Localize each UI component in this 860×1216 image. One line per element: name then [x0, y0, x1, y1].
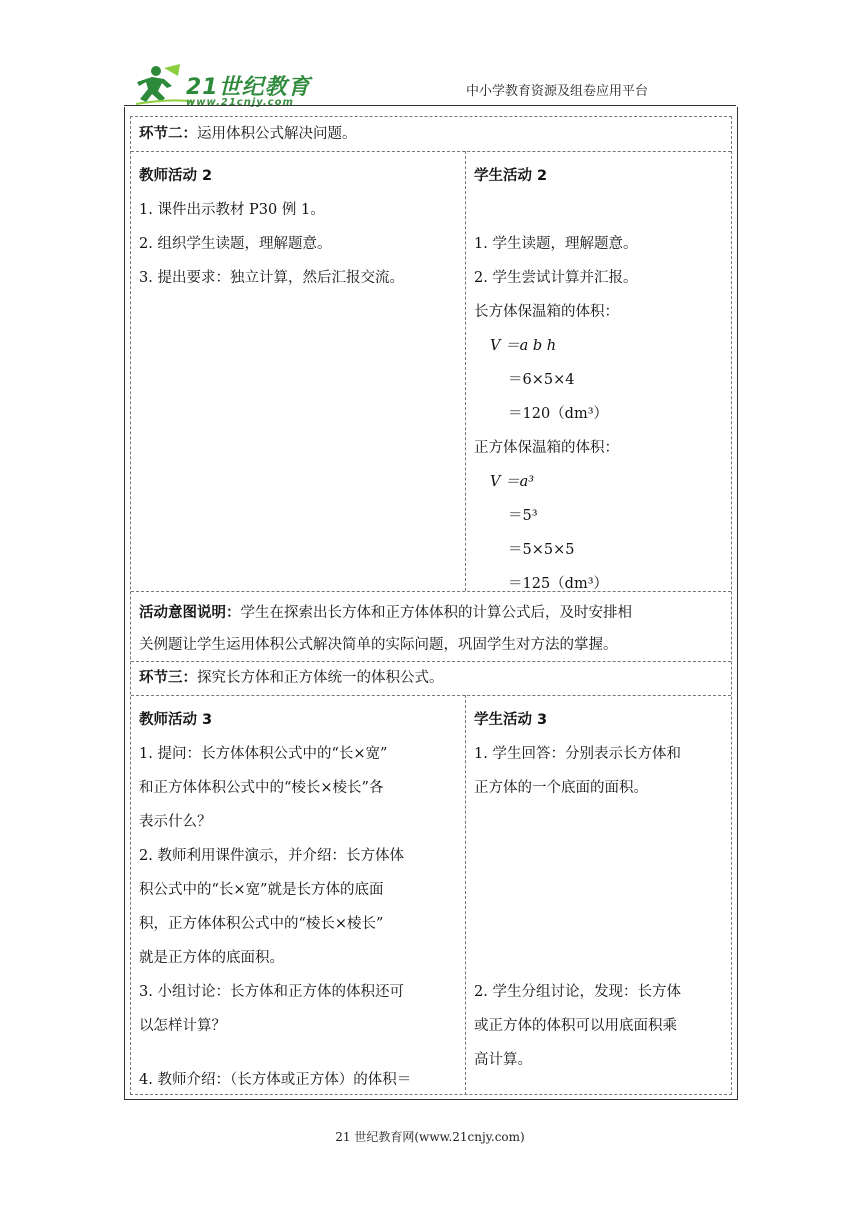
student-heading-2: 学生活动 2	[474, 168, 548, 184]
student-item: 正方体保温箱的体积：	[474, 440, 619, 456]
teacher-activity-2	[131, 151, 466, 591]
teacher-line: 1. 提问：长方体体积公式中的“长×宽”	[139, 746, 388, 762]
teacher-activity-3	[131, 695, 466, 1095]
student-item: 长方体保温箱的体积：	[474, 304, 619, 320]
student-item: 1. 学生读题，理解题意。	[474, 236, 638, 252]
section3-title-row	[131, 661, 731, 696]
lesson-table	[130, 116, 732, 1095]
teacher-item: 2. 组织学生读题，理解题意。	[139, 236, 332, 252]
student-line: 或正方体的体积可以用底面积乘	[474, 1018, 677, 1034]
student-activity-2	[466, 151, 731, 591]
teacher-line: 以怎样计算？	[139, 1018, 226, 1034]
teacher-line: 2. 教师利用课件演示，并介绍：长方体体	[139, 848, 404, 864]
teacher-line: 表示什么？	[139, 814, 212, 830]
section3-title: 环节三：探究长方体和正方体统一的体积公式。	[139, 670, 444, 686]
teacher-line: 3. 小组讨论：长方体和正方体的体积还可	[139, 984, 404, 1000]
intent-row	[131, 591, 731, 662]
formula-line: ＝5³	[508, 508, 538, 524]
formula-line: ＝6×5×4	[508, 372, 575, 388]
platform-title: 中小学教育资源及组卷应用平台	[466, 84, 649, 99]
student-line: 高计算。	[474, 1052, 532, 1068]
teacher-line: 和正方体体积公式中的“棱长×棱长”各	[139, 780, 384, 796]
formula-line: ＝120（dm³）	[508, 406, 609, 422]
student-item: 2. 学生尝试计算并汇报。	[474, 270, 638, 286]
section2-title-row	[131, 117, 731, 152]
student-heading-3: 学生活动 3	[474, 712, 548, 728]
page-header	[0, 0, 860, 118]
teacher-item: 3. 提出要求：独立计算，然后汇报交流。	[139, 270, 404, 286]
teacher-item: 1. 课件出示教材 P30 例 1。	[139, 202, 325, 218]
teacher-heading-3: 教师活动 3	[139, 712, 213, 728]
intent-line: 关例题让学生运用体积公式解决简单的实际问题，巩固学生对方法的掌握。	[139, 637, 618, 653]
section2-title: 环节二：运用体积公式解决问题。	[139, 126, 357, 142]
intent-line: 活动意图说明：学生在探索出长方体和正方体体积的计算公式后，及时安排相	[139, 605, 632, 621]
formula-line: V ＝a³	[490, 474, 535, 490]
teacher-line: 4. 教师介绍：（长方体或正方体）的体积＝	[139, 1072, 412, 1088]
student-activity-3	[466, 695, 731, 1095]
student-line: 2. 学生分组讨论，发现：长方体	[474, 984, 681, 1000]
formula-line: ＝125（dm³）	[508, 576, 609, 592]
teacher-heading-2: 教师活动 2	[139, 168, 213, 184]
formula-line: V ＝a b h	[490, 338, 557, 354]
formula-line: ＝5×5×5	[508, 542, 575, 558]
brand-url: www.21cnjy.com	[186, 97, 294, 108]
teacher-line: 积，正方体体积公式中的“棱长×棱长”	[139, 916, 384, 932]
brand-name: 21世纪教育	[186, 75, 311, 100]
section3-activities-row	[131, 695, 731, 1095]
teacher-line: 积公式中的“长×宽”就是长方体的底面	[139, 882, 384, 898]
student-line: 正方体的一个底面的面积。	[474, 780, 648, 796]
section2-activities-row	[131, 151, 731, 592]
header-divider	[124, 105, 736, 106]
page-footer: 21 世纪教育网(www.21cnjy.com)	[335, 1130, 525, 1144]
student-line: 1. 学生回答：分别表示长方体和	[474, 746, 681, 762]
document-body	[124, 107, 738, 1100]
teacher-line: 就是正方体的底面积。	[139, 950, 284, 966]
